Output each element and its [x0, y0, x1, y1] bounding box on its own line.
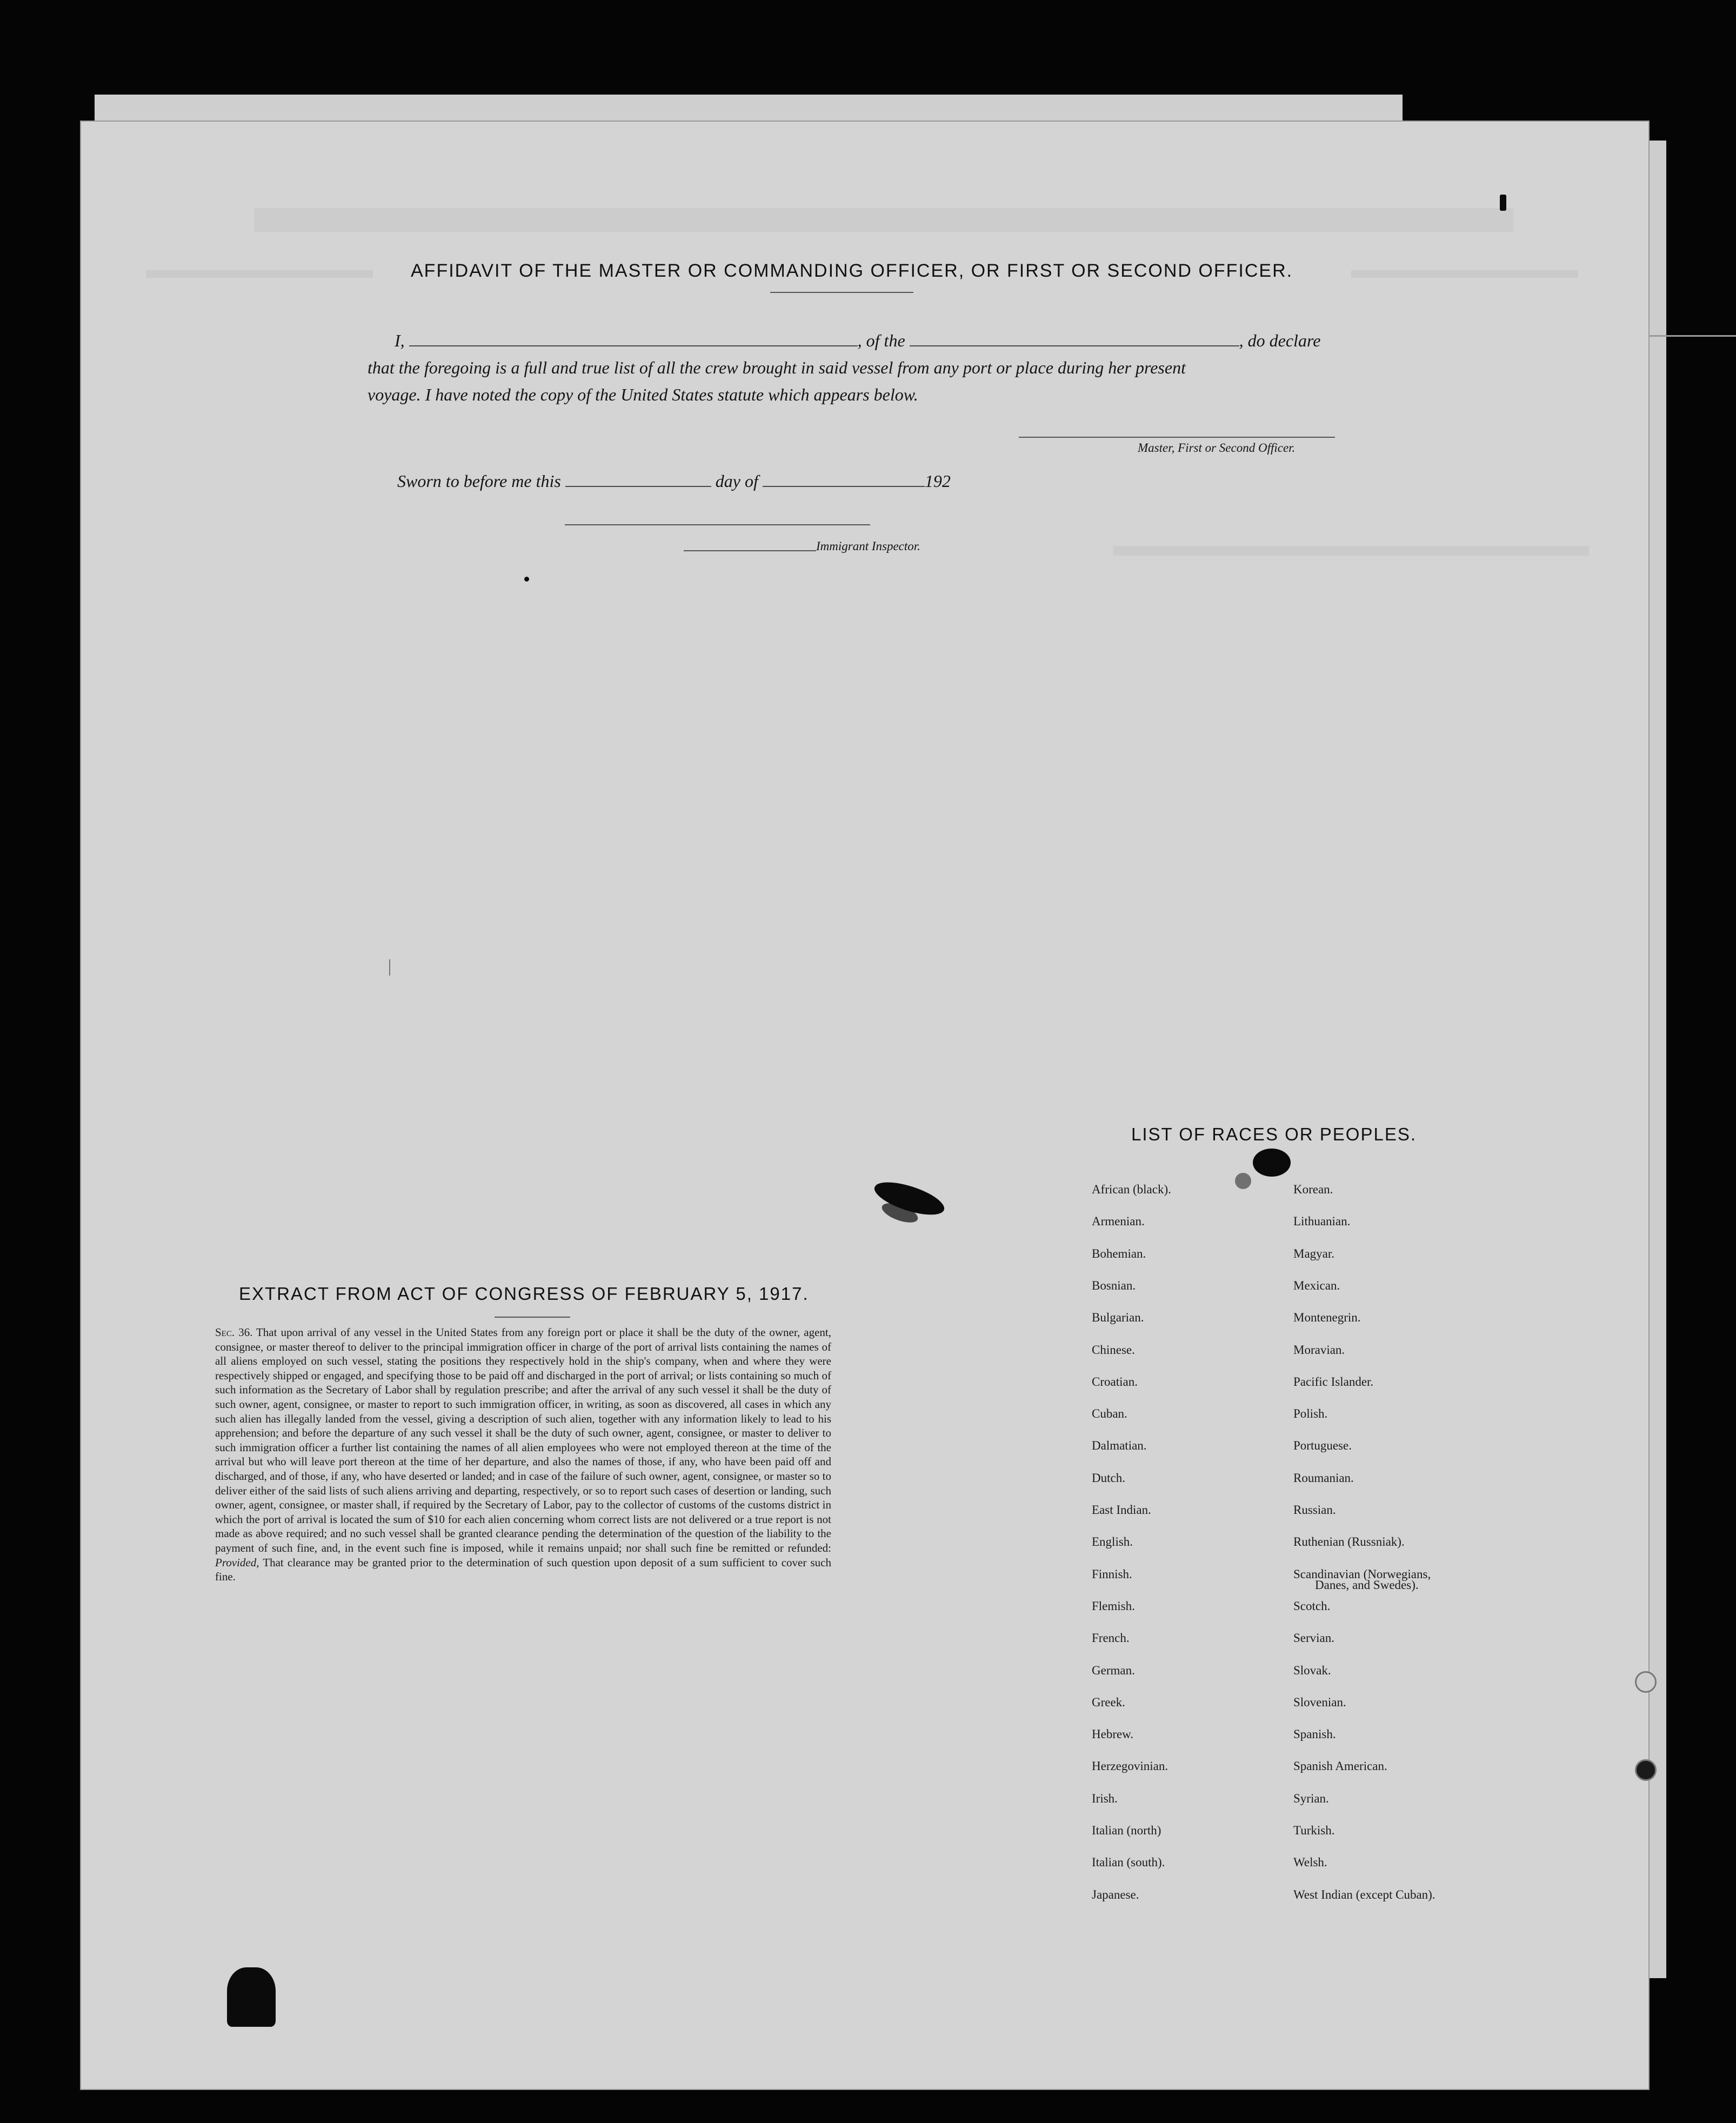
act-section-number: Sec. 36. — [215, 1326, 253, 1339]
ink-dot — [524, 577, 529, 582]
race-item: Italian (south). — [1092, 1855, 1165, 1870]
race-item: West Indian (except Cuban). — [1293, 1887, 1435, 1901]
race-item-continuation: Danes, and Swedes). — [1315, 1578, 1419, 1592]
affidavit-i: I, — [395, 331, 405, 350]
sworn-prefix: Sworn to before me this — [397, 471, 561, 491]
race-item: Turkish. — [1293, 1824, 1335, 1837]
race-item: Finnish. — [1092, 1567, 1132, 1581]
race-item: Cuban. — [1092, 1407, 1127, 1421]
race-item: Moravian. — [1293, 1343, 1345, 1357]
ink-smudge — [1235, 1173, 1251, 1189]
race-item: Armenian. — [1092, 1214, 1145, 1229]
sworn-line — [397, 471, 951, 491]
title-rule — [770, 292, 913, 293]
master-signature-line[interactable] — [1019, 437, 1335, 438]
race-item: Scotch. — [1293, 1599, 1331, 1613]
sworn-day-of: day of — [715, 471, 758, 491]
act-provided: Provided, — [215, 1555, 259, 1569]
affidavit-title: AFFIDAVIT OF THE MASTER OR COMMANDING OFFICER, OR FIRST OR SECOND OFFICER. — [411, 261, 1293, 281]
vessel-blank[interactable] — [910, 343, 1239, 346]
inspector-signature-underline — [684, 550, 816, 551]
race-item: Dutch. — [1092, 1471, 1125, 1485]
ink-blot — [1253, 1149, 1291, 1177]
race-item: German. — [1092, 1663, 1135, 1677]
race-item: Welsh. — [1293, 1855, 1327, 1870]
race-item: East Indian. — [1092, 1503, 1151, 1517]
act-title: EXTRACT FROM ACT OF CONGRESS OF FEBRUARY 5, 1917. — [239, 1284, 809, 1304]
inspector-signature-line[interactable] — [565, 524, 870, 525]
affidavit-line-3: voyage. I have noted the copy of the United States statute which appears below. — [368, 385, 918, 404]
race-item: Scandinavian (Norwegians, — [1293, 1567, 1431, 1581]
race-item: Portuguese. — [1293, 1439, 1352, 1453]
document-page — [81, 122, 1648, 2089]
race-item: Dalmatian. — [1092, 1439, 1147, 1453]
race-item: Flemish. — [1092, 1599, 1135, 1613]
affidavit-line-1 — [395, 331, 1320, 351]
race-item: Irish. — [1092, 1791, 1118, 1805]
race-item: African (black). — [1092, 1183, 1171, 1196]
name-blank[interactable] — [409, 343, 858, 346]
punch-hole — [1635, 1671, 1657, 1693]
ink-mark — [1500, 195, 1506, 211]
bleed-through-mark — [146, 270, 373, 278]
race-item: Roumanian. — [1293, 1471, 1354, 1485]
race-item: Spanish. — [1293, 1727, 1336, 1741]
act-body-text: That upon arrival of any vessel in the United States from any foreign port or place it shall be the duty of the owner, agent, consignee, or master thereof to deliver to the principal immigration officer in charge of the port of arrival lists containing the names of all aliens employed on such vessel, stating the positions they respectively hold in the ship's company, when and where they were respectively shipped or engaged, and specifying those to be paid off and discharged in the port of arrival; or lists containing so much of such information as the Secretary of Labor shall by regulation prescribe; and after the arrival of any such vessel it shall be the duty of such owner, agent, consignee, or master to report to such immigration officer, in writing, as soon as discovered, all cases in which any such alien has illegally landed from the vessel, giving a description of such alien, together with any information likely to lead to his apprehension; and before the departure of any such vessel it shall be the duty of such owner, agent, consignee, or master to deliver to such immigration officer a further list containing the names of all alien employees who were not employed thereon at the time of the arrival but who will leave port thereon at the time of her departure, and also the names of those, if any, who have been paid off and discharged, and of those, if any, who have deserted or landed; and in case of the failure of such owner, agent, consignee, or master so to deliver either of the said lists of such aliens arriving and departing, respectively, or so to report such cases of desertion or landing, such owner, agent, consignee, or master shall, if required by the Secretary of Labor, pay to the collector of customs of the customs district in which the port of arrival is located the sum of $10 for each alien concerning whom correct lists are not delivered or a true report is not made as above required; and no such vessel shall be granted clearance pending the determination of the question of the liability to the payment of such fine, and, in the event such fine is imposed, while it remains unpaid; nor shall such fine be remitted or refunded: — [215, 1326, 831, 1554]
master-signature-caption: Master, First or Second Officer. — [1138, 441, 1296, 455]
race-item: Slovak. — [1293, 1663, 1331, 1677]
stray-mark — [389, 959, 390, 976]
affidavit-declare: , do declare — [1239, 331, 1321, 350]
race-item: Slovenian. — [1293, 1695, 1346, 1709]
race-item: Korean. — [1293, 1183, 1333, 1196]
race-item: Greek. — [1092, 1695, 1125, 1709]
torn-corner — [227, 1967, 276, 2027]
races-title: LIST OF RACES OR PEOPLES. — [1131, 1124, 1417, 1144]
race-item: French. — [1092, 1631, 1130, 1645]
race-item: Magyar. — [1293, 1246, 1335, 1260]
bleed-through-rule — [1648, 335, 1736, 337]
affidavit-of-the: , of the — [857, 331, 905, 350]
race-item: Spanish American. — [1293, 1759, 1387, 1773]
race-item: Polish. — [1293, 1407, 1328, 1421]
race-item: Bulgarian. — [1092, 1311, 1144, 1325]
act-section-text — [215, 1325, 831, 1584]
sworn-year: 192 — [924, 471, 951, 491]
race-item: Ruthenian (Russniak). — [1293, 1535, 1405, 1549]
bleed-through-mark — [1351, 270, 1578, 278]
race-item: Russian. — [1293, 1503, 1336, 1517]
race-item: English. — [1092, 1535, 1133, 1549]
race-item: Italian (north) — [1092, 1824, 1161, 1837]
race-item: Lithuanian. — [1293, 1214, 1351, 1229]
race-item: Bosnian. — [1092, 1278, 1136, 1292]
act-title-rule — [495, 1317, 570, 1318]
race-item: Syrian. — [1293, 1791, 1329, 1805]
race-item: Bohemian. — [1092, 1246, 1146, 1260]
race-item: Chinese. — [1092, 1343, 1135, 1357]
act-tail-text: That clearance may be granted prior to the determination of such question upon deposit of a sum sufficient to cover such fine. — [215, 1555, 832, 1584]
inspector-caption: Immigrant Inspector. — [816, 539, 920, 553]
race-item: Herzegovinian. — [1092, 1759, 1169, 1773]
month-blank[interactable] — [763, 484, 925, 487]
race-item: Japanese. — [1092, 1887, 1139, 1901]
race-item: Croatian. — [1092, 1374, 1138, 1388]
race-item: Servian. — [1293, 1631, 1335, 1645]
bleed-through-heading — [254, 208, 1513, 232]
race-item: Montenegrin. — [1293, 1311, 1361, 1325]
affidavit-line-2: that the foregoing is a full and true list of all the crew brought in said vessel from any port or place during her present — [368, 358, 1186, 377]
day-blank[interactable] — [565, 484, 711, 487]
race-item: Pacific Islander. — [1293, 1374, 1374, 1388]
punch-hole — [1635, 1759, 1657, 1781]
race-item: Mexican. — [1293, 1278, 1340, 1292]
bleed-through-mark — [1113, 546, 1589, 556]
race-item: Hebrew. — [1092, 1727, 1134, 1741]
